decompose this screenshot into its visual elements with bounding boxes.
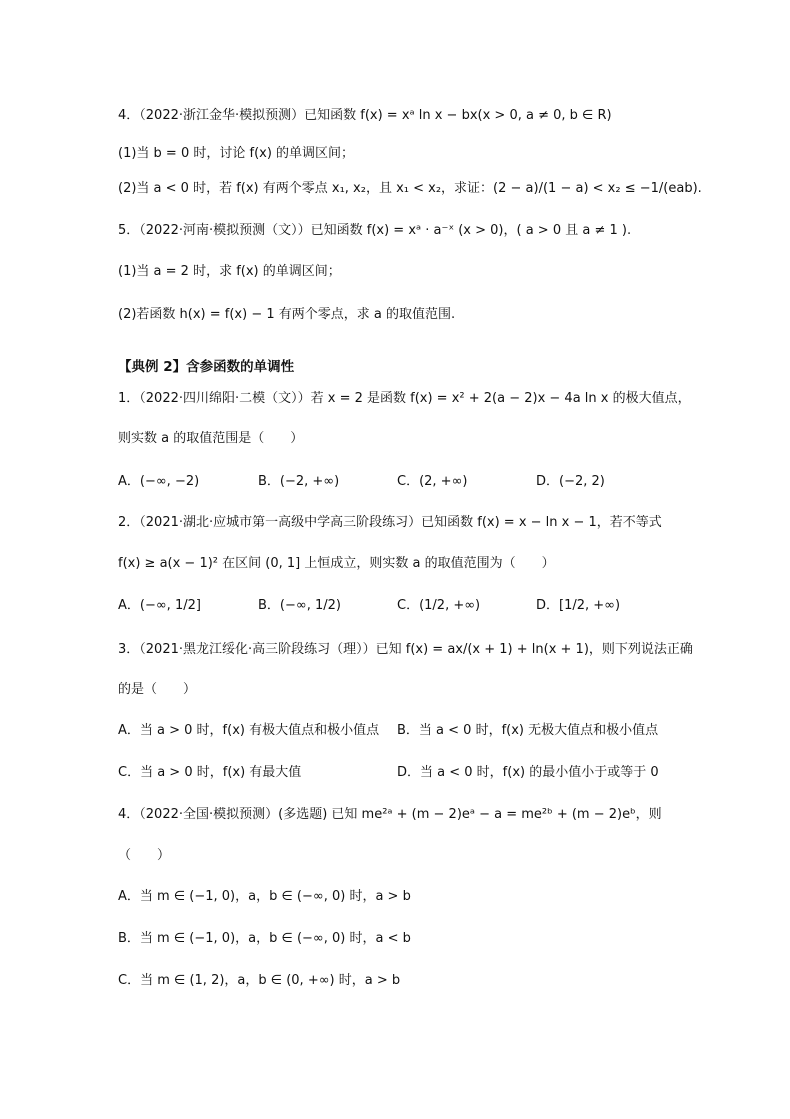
p2-choice-b: B．(−∞, 1/2) — [258, 598, 341, 613]
q5-part2: (2)若函数 h(x) = f(x) − 1 有两个零点，求 a 的取值范围. — [118, 307, 456, 322]
p3-choice-d: D．当 a < 0 时，f(x) 的最小值小于或等于 0 — [397, 765, 659, 780]
q4-title: 4．（2022·浙江金华·模拟预测）已知函数 f(x) = xᵃ ln x − bx(x > 0, a ≠ 0, b ∈ R) — [118, 108, 612, 123]
p3-line2: 的是（ ） — [118, 682, 197, 697]
p1-line2: 则实数 a 的取值范围是（ ） — [118, 431, 304, 446]
p2-choice-c: C．(1/2, +∞) — [397, 598, 481, 613]
q5-part1: (1)当 a = 2 时，求 f(x) 的单调区间； — [118, 264, 341, 279]
p1-line1: 1．（2022·四川绵阳·二模（文））若 x = 2 是函数 f(x) = x² + 2(a − 2)x − 4a ln x 的极大值点， — [118, 391, 691, 406]
section-heading: 【典例 2】含参函数的单调性 — [118, 359, 295, 375]
p4-choice-b: B．当 m ∈ (−1, 0)，a，b ∈ (−∞, 0) 时，a < b — [118, 931, 411, 946]
p3-choice-b: B．当 a < 0 时，f(x) 无极大值点和极小值点 — [397, 723, 659, 738]
p2-choice-a: A．(−∞, 1/2] — [118, 598, 201, 613]
p4-line2: （ ） — [118, 848, 171, 863]
p1-choice-a: A．(−∞, −2) — [118, 474, 200, 489]
p1-choice-b: B．(−2, +∞) — [258, 474, 340, 489]
p2-line1: 2．（2021·湖北·应城市第一高级中学高三阶段练习）已知函数 f(x) = x − ln x − 1，若不等式 — [118, 515, 662, 530]
p3-line1: 3．（2021·黑龙江绥化·高三阶段练习（理））已知 f(x) = ax/(x + 1) + ln(x + 1)，则下列说法正确 — [118, 642, 693, 657]
p1-choice-d: D．(−2, 2) — [536, 474, 605, 489]
p1-choice-c: C．(2, +∞) — [397, 474, 468, 489]
p3-choice-a: A．当 a > 0 时，f(x) 有极大值点和极小值点 — [118, 723, 380, 738]
p4-line1: 4．（2022·全国·模拟预测）(多选题) 已知 me²ᵃ + (m − 2)eᵃ − a = me²ᵇ + (m − 2)eᵇ，则 — [118, 807, 662, 822]
p3-choice-c: C．当 a > 0 时，f(x) 有最大值 — [118, 765, 302, 780]
p4-choice-a: A．当 m ∈ (−1, 0)，a，b ∈ (−∞, 0) 时，a > b — [118, 889, 411, 904]
q5-title: 5．（2022·河南·模拟预测（文））已知函数 f(x) = xᵃ · a⁻ˣ (x > 0)，( a > 0 且 a ≠ 1 ). — [118, 223, 632, 238]
q4-part2: (2)当 a < 0 时，若 f(x) 有两个零点 x₁, x₂，且 x₁ < x₂，求证：(2 − a)/(1 − a) < x₂ ≤ −1/(eab). — [118, 181, 702, 196]
p2-choice-d: D．[1/2, +∞) — [536, 598, 621, 613]
p2-line2: f(x) ≥ a(x − 1)² 在区间 (0, 1] 上恒成立，则实数 a 的取值范围为（ ） — [118, 556, 555, 571]
p4-choice-c: C．当 m ∈ (1, 2)，a，b ∈ (0, +∞) 时，a > b — [118, 973, 401, 988]
q4-part1: (1)当 b = 0 时，讨论 f(x) 的单调区间； — [118, 146, 355, 161]
